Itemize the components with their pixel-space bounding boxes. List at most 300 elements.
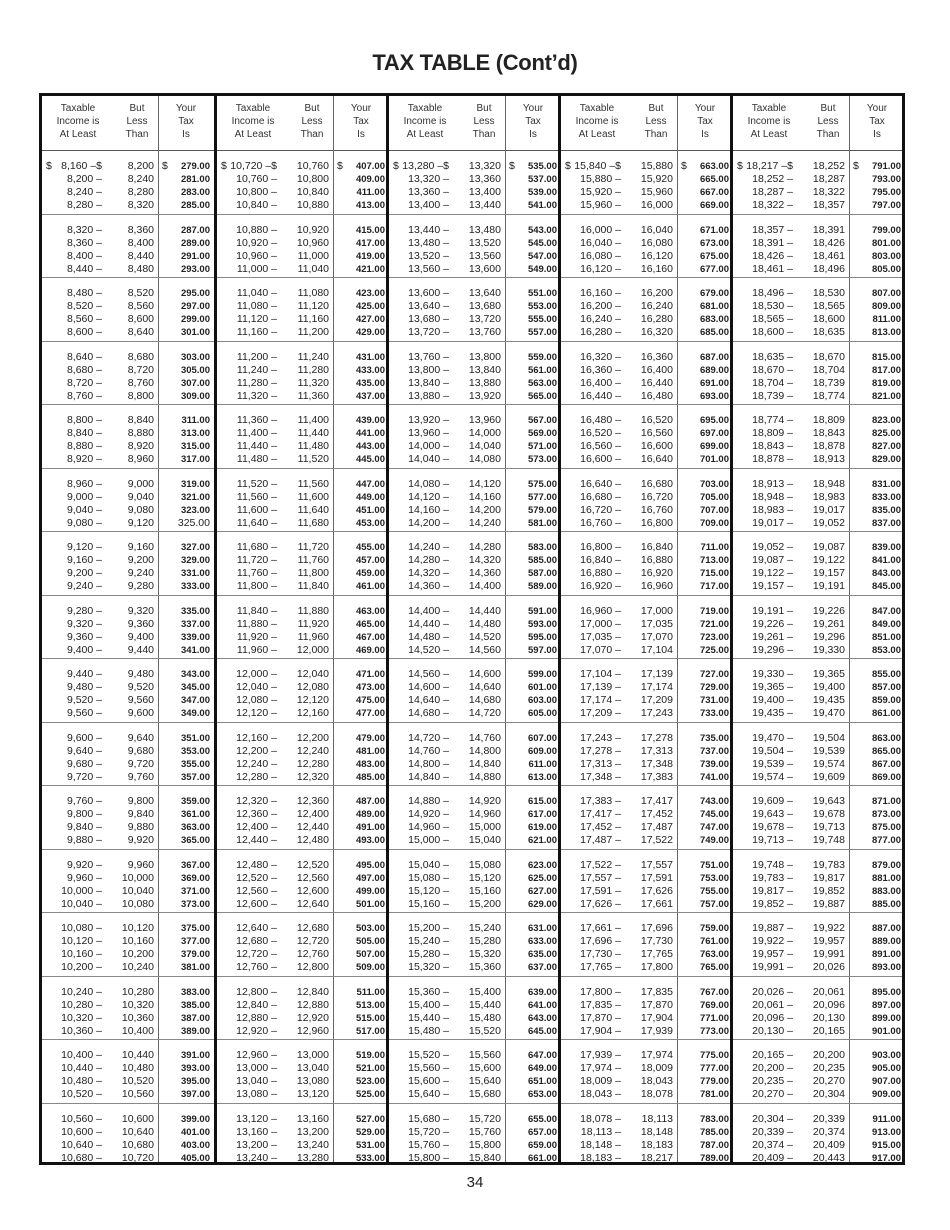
tax-amount: 571.00 [527,441,557,452]
table-row [217,795,386,808]
table-row [733,377,902,390]
table-row [217,491,386,504]
income-less-than: 18,252 [812,160,845,172]
income-less-than: 15,080 [468,858,501,871]
income-less-than: 10,000 [121,871,154,884]
income-less-than: 19,748 [812,834,845,846]
tax-amount: 797.00 [871,200,901,211]
tax-amount: 701.00 [699,454,729,465]
tax-amount: 679.00 [699,288,729,299]
row-group [389,658,558,723]
income-less-than: 18,496 [812,262,845,275]
tax-amount: 437.00 [355,390,385,402]
income-less-than: 11,200 [297,326,329,338]
tax-amount: 431.00 [355,351,385,363]
tax-amount: 369.00 [180,872,210,884]
table-row [733,554,902,567]
table-row [733,745,902,758]
tax-amount: 463.00 [355,605,385,617]
income-at-least: 10,680 – [61,1151,102,1164]
tax-amount: 685.00 [699,327,729,338]
tax-amount: 341.00 [180,644,210,656]
income-less-than: 15,280 [468,935,501,947]
tax-amount: 281.00 [180,174,210,185]
table-row [389,707,558,720]
tax-amount: 649.00 [527,1063,557,1074]
dollar-sign: $ [853,160,859,172]
income-less-than: 10,240 [121,961,154,973]
income-less-than: 10,520 [121,1075,154,1087]
tax-amount: 801.00 [871,237,901,249]
table-row [733,821,902,834]
income-less-than: 19,678 [812,808,845,820]
income-less-than: 15,000 [468,821,501,833]
income-at-least: 9,600 – [66,731,102,744]
income-at-least: 11,280 – [236,376,277,389]
table-row [733,935,902,948]
income-less-than: 11,640 [297,503,329,516]
income-less-than: 16,800 [640,516,673,529]
table-row [733,707,902,720]
table-row [561,1012,730,1025]
table-row [561,517,730,530]
income-less-than: 12,280 [296,757,329,770]
tax-amount: 839.00 [871,542,901,553]
income-at-least: 11,080 – [236,300,277,312]
tax-amount: 395.00 [180,1076,210,1087]
table-row [733,618,902,631]
income-less-than: 15,960 [640,186,673,198]
income-less-than: 19,017 [812,503,845,516]
row-group [733,150,902,215]
income-at-least: 9,080 – [66,516,102,529]
income-at-least: 18,913 – [752,477,793,490]
row-group [389,912,558,977]
table-row [733,694,902,707]
income-less-than: 15,240 [468,922,501,934]
table-row [561,1062,730,1075]
table-row [42,961,214,974]
income-at-least: 12,800 – [236,985,277,998]
income-less-than: 12,240 [296,744,329,757]
tax-amount: 509.00 [355,962,385,973]
income-less-than: 13,920 [468,389,501,402]
table-row [217,377,386,390]
tax-amount: 749.00 [699,835,729,846]
income-at-least: 12,160 – [236,731,277,744]
income-at-least: 14,120 – [408,490,449,503]
table-row [561,377,730,390]
table-row [389,859,558,872]
tax-amount: 859.00 [871,695,901,706]
income-less-than: 18,670 [812,350,845,363]
income-at-least: 9,200 – [66,567,102,579]
tax-amount: 521.00 [355,1063,385,1074]
table-row [733,834,902,847]
income-at-least: 18,496 – [752,287,793,299]
income-less-than: 10,680 [121,1138,154,1151]
income-less-than: 20,409 [812,1138,845,1151]
table-row [733,1025,902,1038]
dollar-sign: $ [737,160,743,172]
table-row [389,821,558,834]
header-income: Taxable Income is At Least [231,103,275,140]
income-at-least: 8,680 – [66,363,102,376]
table-row [42,707,214,720]
income-at-least: 10,440 – [61,1062,102,1074]
tax-amount: 829.00 [871,454,901,465]
row-group [389,150,558,215]
row-group [561,785,730,850]
table-row [561,1049,730,1062]
tax-amount: 311.00 [181,415,210,426]
income-at-least: 10,120 – [61,935,102,947]
table-row [42,160,214,173]
table-row [389,605,558,618]
income-at-least: 13,480 – [408,236,449,249]
tax-amount: 833.00 [871,491,901,503]
income-less-than: 10,720 [121,1151,154,1164]
income-less-than: 9,040 [127,490,154,503]
income-less-than: 9,440 [127,643,154,656]
tax-amount: 693.00 [699,390,729,402]
income-less-than: 15,120 [468,871,501,884]
table-row [217,872,386,885]
row-group [561,912,730,977]
income-less-than: 14,120 [468,477,501,490]
income-less-than: 12,360 [296,795,329,807]
row-group [733,341,902,406]
tax-amount: 375.00 [180,923,210,934]
table-row [733,668,902,681]
tax-amount: 611.00 [528,758,557,770]
row-group [389,214,558,279]
tax-amount: 761.00 [699,936,729,947]
tax-amount: 725.00 [699,644,729,656]
income-at-least: 12,920 – [236,1024,277,1037]
row-group [42,849,214,914]
income-at-least: 19,400 – [752,694,793,706]
table-row [389,1152,558,1165]
income-at-least: 9,120 – [66,541,102,553]
table-row [733,567,902,580]
income-at-least: 18,809 – [752,427,793,439]
tax-amount: 485.00 [355,771,385,783]
income-at-least: 19,748 – [752,858,793,871]
income-less-than: 9,240 [127,567,154,579]
income-less-than: 12,480 [296,834,329,846]
income-less-than: 11,320 [297,376,329,389]
income-less-than: 20,270 [812,1075,845,1087]
table-row [733,186,902,199]
income-less-than: 18,600 [812,313,845,325]
income-at-least: 14,800 – [408,757,449,770]
income-less-than: 10,360 [121,1011,154,1024]
income-less-than: 19,991 [812,948,845,960]
tax-amount: 345.00 [180,682,210,693]
tax-amount: 765.00 [699,962,729,973]
table-row [733,453,902,466]
tax-amount: 813.00 [871,327,901,338]
income-at-least: 19,504 – [752,744,793,757]
row-group [733,595,902,660]
income-at-least: 14,520 – [408,643,449,656]
income-at-least: 15,480 – [408,1024,449,1037]
tax-amount: 613.00 [527,771,557,783]
table-row [217,681,386,694]
tax-amount: 495.00 [355,859,385,871]
tax-amount: 743.00 [699,796,729,807]
income-at-least: 13,560 – [408,262,449,275]
income-less-than: 17,487 [640,821,673,833]
income-less-than: 18,809 [812,414,845,426]
row-group [217,849,386,914]
tax-amount: 527.00 [355,1113,385,1125]
tax-amount: 443.00 [355,441,385,452]
tax-amount: 721.00 [699,618,729,630]
table-row [561,440,730,453]
tax-amount: 409.00 [355,174,385,185]
income-at-least: 9,760 – [66,795,102,807]
tax-amount: 491.00 [355,822,385,833]
income-at-least: 9,040 – [66,503,102,516]
tax-amount: 705.00 [699,491,729,503]
income-less-than: 12,040 [296,668,329,680]
income-at-least: 10,960 – [236,249,277,262]
table-section [558,96,730,1162]
income-at-least: 14,880 – [408,795,449,807]
table-row [217,364,386,377]
table-row [561,745,730,758]
income-at-least: 10,480 – [61,1075,102,1087]
income-at-least: 10,560 – [61,1112,102,1125]
header-your-tax: Your Tax Is [522,103,544,140]
tax-amount: 331.00 [180,568,210,579]
income-at-least: 19,957 – [752,948,793,960]
income-less-than: 14,560 [468,643,501,656]
table-row [733,237,902,250]
table-row [217,961,386,974]
row-group [561,150,730,215]
tax-amount: 561.00 [527,364,557,376]
tax-amount: 517.00 [355,1025,385,1037]
table-row [217,160,386,173]
income-at-least: 13,840 – [408,376,449,389]
income-less-than: 17,626 [640,884,673,897]
income-at-least: 15,080 – [408,871,449,884]
table-row [217,300,386,313]
tax-amount: 849.00 [871,618,901,630]
income-less-than: 19,122 [812,554,845,566]
header-your-tax: Your Tax Is [350,103,372,140]
tax-amount: 695.00 [699,415,729,426]
income-at-least: 20,130 – [752,1024,793,1037]
row-group [42,468,214,533]
table-row [561,478,730,491]
income-at-least: 11,240 – [236,363,277,376]
table-row [733,922,902,935]
tax-amount: 555.00 [527,314,557,325]
tax-amount: 711.00 [700,542,729,553]
tax-amount: 717.00 [699,581,729,592]
income-at-least: 9,640 – [66,744,102,757]
tax-amount: 691.00 [699,377,729,389]
tax-amount: 667.00 [699,187,729,198]
tax-amount: 653.00 [527,1089,557,1100]
income-at-least: 18,113 – [580,1125,621,1138]
income-at-least: 19,991 – [752,961,793,973]
income-at-least: 18,843 – [752,440,793,452]
dollar-sign: $ [681,160,687,172]
tax-amount: 425.00 [355,301,385,312]
tax-amount: 489.00 [355,809,385,820]
income-at-least: 11,360 – [236,414,277,426]
income-less-than: 15,880 [640,160,673,172]
tax-amount: 777.00 [699,1063,729,1074]
tax-amount: 753.00 [699,872,729,884]
dollar-sign: $ [162,160,168,172]
table-row [217,618,386,631]
income-less-than: 15,040 [468,834,501,846]
table-row [217,1113,386,1126]
table-row [389,999,558,1012]
tax-amount: 869.00 [871,771,901,783]
income-at-least: 12,640 – [236,922,277,934]
table-row [217,313,386,326]
income-less-than: 18,113 [641,1112,673,1125]
income-less-than: 16,360 [640,350,673,363]
tax-amount: 913.00 [871,1126,901,1138]
income-at-least: 14,600 – [408,681,449,693]
income-less-than: 17,035 [640,617,673,630]
table-row [217,1075,386,1088]
table-row [733,224,902,237]
table-row [561,618,730,631]
income-at-least: 17,104 – [580,668,621,680]
table-row [561,922,730,935]
table-row [217,668,386,681]
income-at-least: 15,760 – [408,1138,449,1151]
table-row [42,771,214,784]
table-section [730,96,902,1162]
row-group [217,658,386,723]
income-less-than: 19,435 [812,694,845,706]
tax-amount: 377.00 [180,936,210,947]
tax-amount: 805.00 [871,263,901,275]
income-less-than: 10,560 [121,1088,154,1100]
income-less-than: 17,348 [640,757,673,770]
income-at-least: 9,160 – [66,554,102,566]
income-at-least: 9,920 – [66,858,102,871]
income-at-least: 18,774 – [752,414,793,426]
income-at-least: 13,680 – [408,313,449,325]
income-less-than: 16,640 [640,453,673,465]
income-at-least: 10,000 – [61,884,102,897]
tax-amount: 629.00 [527,898,557,910]
income-less-than: 19,365 [812,668,845,680]
row-group [389,404,558,469]
income-at-least: 11,520 – [236,477,277,490]
income-at-least: 8,520 – [66,300,102,312]
tax-amount: 285.00 [180,200,210,211]
tax-amount: 733.00 [699,708,729,719]
table-row [217,580,386,593]
header-income: Taxable Income is At Least [56,103,100,140]
tax-amount: 699.00 [699,441,729,452]
table-row [217,326,386,339]
income-less-than: 20,026 [812,961,845,973]
income-at-least: 8,600 – [66,326,102,338]
tax-amount: 405.00 [180,1152,210,1164]
table-row [217,414,386,427]
tax-amount: 387.00 [180,1012,210,1024]
income-at-least: 8,400 – [66,249,102,262]
income-at-least: 12,280 – [236,770,277,783]
income-at-least: 16,560 – [580,440,621,452]
tax-amount: 511.00 [356,986,385,998]
income-at-least: 11,440 – [236,440,277,452]
tax-amount: 435.00 [355,377,385,389]
table-row [561,287,730,300]
income-at-least: 12,120 – [236,707,277,719]
table-row [389,1062,558,1075]
table-row [561,199,730,212]
income-less-than: 12,880 [296,998,329,1011]
tax-amount: 635.00 [527,949,557,960]
income-at-least: 17,800 – [580,985,621,998]
row-group [42,976,214,1041]
income-less-than: 15,760 [468,1125,501,1138]
tax-amount: 575.00 [527,478,557,490]
dollar-sign: $ [565,160,571,172]
table-row [561,808,730,821]
income-less-than: 8,400 [127,236,154,249]
income-less-than: 8,760 [127,376,154,389]
income-at-least: 16,160 – [580,287,621,299]
income-less-than: 14,320 [468,554,501,566]
table-row [561,948,730,961]
table-row [389,326,558,339]
table-row [42,758,214,771]
tax-amount: 905.00 [871,1063,901,1074]
row-group [217,277,386,342]
income-less-than: 9,840 [127,808,154,820]
income-less-than: 16,120 [640,249,673,262]
income-less-than: 15,360 [468,961,501,973]
income-at-least: 14,680 – [408,707,449,719]
income-at-least: 9,840 – [66,821,102,833]
table-row [217,186,386,199]
income-at-least: 10,920 – [236,236,277,249]
table-row [217,173,386,186]
tax-amount: 515.00 [355,1012,385,1024]
tax-amount: 867.00 [871,758,901,770]
table-row [42,237,214,250]
tax-amount: 289.00 [180,237,210,249]
income-at-least: 13,400 – [408,199,449,211]
table-row [217,567,386,580]
tax-amount: 383.00 [180,986,210,998]
income-less-than: 15,400 [468,985,501,998]
income-at-least: 14,440 – [408,617,449,630]
income-less-than: 14,600 [468,668,501,680]
income-less-than: 19,887 [812,897,845,910]
table-row [389,1025,558,1038]
tax-amount: 371.00 [180,885,210,897]
tax-amount: 427.00 [355,314,385,325]
income-at-least: 17,557 – [580,871,621,884]
table-row [217,250,386,263]
